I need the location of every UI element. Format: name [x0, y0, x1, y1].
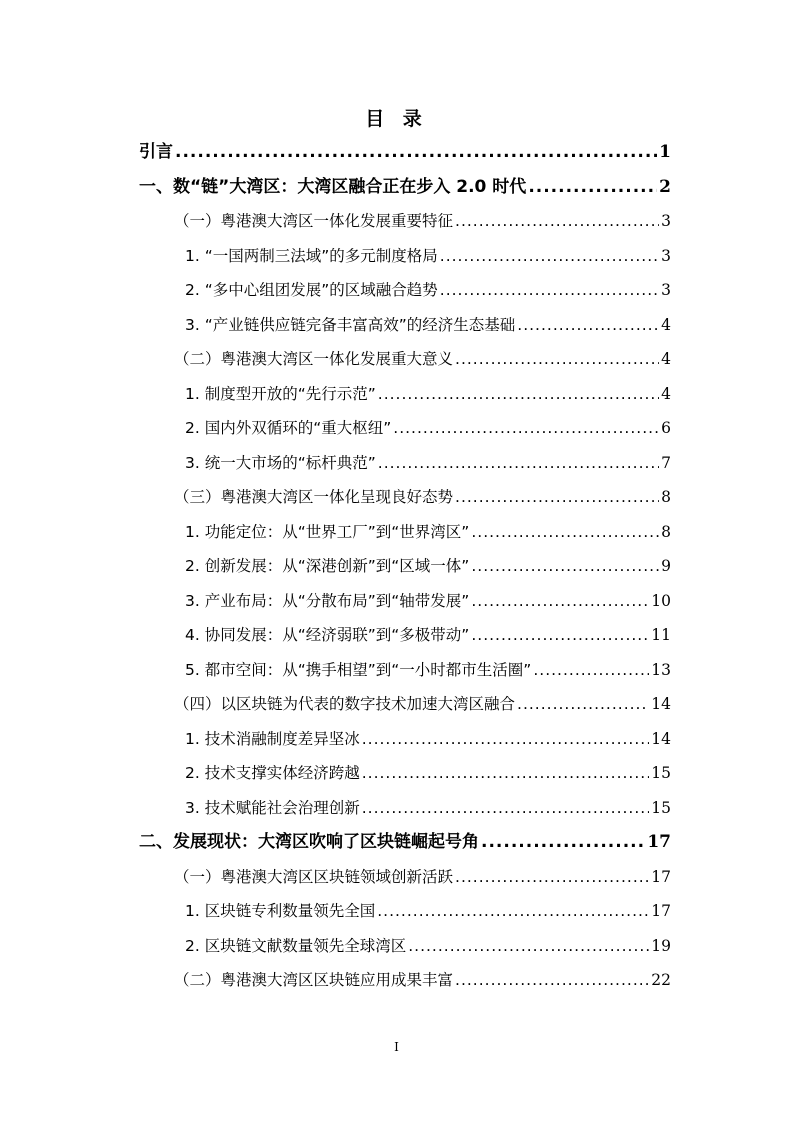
toc-entry-label: 2. 创新发展：从“深港创新”到“区域一体” — [185, 557, 470, 575]
toc-entry-page: 6 — [661, 419, 671, 437]
toc-entry-page: 9 — [661, 557, 671, 575]
toc-leader — [471, 586, 649, 616]
toc-entry-label: （二）粤港澳大湾区区块链应用成果丰富 — [174, 971, 454, 989]
toc-entry[interactable] — [185, 241, 671, 271]
toc-entry[interactable] — [185, 724, 671, 754]
toc-entry[interactable] — [185, 655, 671, 685]
toc-entry[interactable] — [185, 448, 671, 478]
toc-entry-page: 8 — [661, 522, 671, 541]
toc-leader — [471, 620, 649, 650]
toc-entry-label: （一）粤港澳大湾区区块链领域创新活跃 — [174, 867, 454, 886]
toc-leader — [455, 482, 659, 512]
toc-entry-page: 15 — [651, 764, 671, 782]
toc-entry-label: 2. “多中心组团发展”的区域融合趋势 — [185, 281, 438, 299]
toc-entry[interactable] — [174, 965, 671, 995]
toc-entry-page: 2 — [659, 176, 671, 197]
toc-leader — [440, 241, 659, 271]
toc-entry[interactable] — [185, 586, 671, 616]
toc-entry-label: 2. 区块链文献数量领先全球湾区 — [185, 936, 407, 955]
toc-entry-label: 3. 统一大市场的“标杆典范” — [185, 453, 376, 472]
toc-entry-page: 8 — [661, 488, 671, 506]
toc-entry-label: 1. 技术消融制度差异坚冰 — [185, 729, 360, 748]
toc-entry[interactable] — [174, 689, 671, 719]
toc-leader — [481, 827, 645, 857]
toc-entry[interactable] — [174, 862, 671, 892]
toc-entry-label: 4. 协同发展：从“经济弱联”到“多极带动” — [185, 626, 470, 644]
toc-entry-page: 11 — [651, 626, 671, 644]
toc-entry[interactable] — [185, 310, 671, 340]
toc-leader — [455, 206, 659, 236]
toc-entry-page: 3 — [661, 212, 671, 230]
toc-entry-label: 二、发展现状：大湾区吹响了区块链崛起号角 — [139, 832, 479, 852]
toc-entry[interactable] — [185, 379, 671, 409]
toc-leader — [378, 448, 659, 478]
toc-entry-page: 17 — [647, 832, 671, 852]
toc-entry[interactable] — [185, 620, 671, 650]
toc-leader — [408, 931, 649, 961]
toc-entry[interactable] — [185, 758, 671, 788]
toc-leader — [455, 862, 649, 892]
toc-entry-page: 14 — [651, 729, 671, 748]
toc-entry-label: （四）以区块链为代表的数字技术加速大湾区融合 — [174, 695, 516, 713]
toc-entry[interactable] — [174, 206, 671, 236]
toc-entry[interactable] — [185, 793, 671, 823]
toc-entry-label: 3. “产业链供应链完备丰富高效”的经济生态基础 — [185, 315, 516, 334]
toc-leader — [471, 517, 659, 547]
toc-leader — [517, 689, 649, 719]
toc-entry-page: 1 — [659, 142, 671, 162]
toc-leader — [393, 413, 659, 443]
toc-entry-page: 17 — [651, 867, 671, 886]
toc-entry-label: 2. 技术支撑实体经济跨越 — [185, 764, 360, 782]
toc-entry-page: 4 — [661, 315, 671, 334]
toc-entry-label: 5. 都市空间：从“携手相望”到“一小时都市生活圈” — [185, 660, 532, 679]
toc-leader — [362, 724, 650, 754]
toc-leader — [517, 310, 659, 340]
toc-entry[interactable] — [139, 137, 671, 167]
toc-leader — [175, 137, 657, 167]
toc-entry[interactable] — [185, 275, 671, 305]
toc-entry-page: 22 — [651, 971, 671, 989]
toc-entry-page: 7 — [661, 453, 671, 472]
toc-leader — [533, 655, 649, 685]
toc-entry[interactable] — [185, 517, 671, 547]
toc-leader — [362, 758, 650, 788]
toc-entry-label: 引言 — [139, 142, 173, 162]
toc-title: 目 录 — [365, 108, 428, 130]
toc-leader — [455, 965, 649, 995]
toc-leader — [455, 344, 659, 374]
toc-entry-page: 10 — [651, 591, 671, 610]
toc-entry-label: 1. 功能定位：从“世界工厂”到“世界湾区” — [185, 522, 470, 541]
footer-page-number: I — [394, 1040, 399, 1054]
toc-entry[interactable] — [139, 827, 671, 857]
toc-leader — [440, 275, 659, 305]
toc-entry[interactable] — [185, 551, 671, 581]
toc-entry[interactable] — [185, 931, 671, 961]
toc-entry-label: 3. 产业布局：从“分散布局”到“轴带发展” — [185, 591, 470, 610]
toc-entry-page: 13 — [651, 660, 671, 679]
toc-entry[interactable] — [139, 172, 671, 202]
toc-entry-page: 17 — [651, 902, 671, 920]
toc-entry-page: 19 — [651, 936, 671, 955]
toc-entry-page: 14 — [651, 695, 671, 713]
toc-leader — [377, 896, 649, 926]
toc-entry-label: （三）粤港澳大湾区一体化呈现良好态势 — [174, 488, 454, 506]
toc-entry[interactable] — [174, 482, 671, 512]
toc-entry-page: 4 — [661, 350, 671, 368]
toc-leader — [378, 379, 659, 409]
toc-entry-label: （二）粤港澳大湾区一体化发展重大意义 — [174, 350, 454, 368]
toc-entry-label: 1. 区块链专利数量领先全国 — [185, 902, 376, 920]
toc-entry[interactable] — [174, 344, 671, 374]
toc-entry-page: 15 — [651, 798, 671, 817]
toc-entry-page: 3 — [661, 246, 671, 265]
toc-entry-page: 3 — [661, 281, 671, 299]
toc-entry-label: （一）粤港澳大湾区一体化发展重要特征 — [174, 212, 454, 230]
toc-leader — [471, 551, 659, 581]
toc-entry-page: 4 — [661, 384, 671, 403]
toc-entry-label: 2. 国内外双循环的“重大枢纽” — [185, 419, 392, 437]
toc-entry[interactable] — [185, 896, 671, 926]
toc-entry-label: 1. “一国两制三法域”的多元制度格局 — [185, 246, 438, 265]
toc-entry-label: 3. 技术赋能社会治理创新 — [185, 798, 360, 817]
toc-leader — [528, 172, 657, 202]
toc-entry-label: 一、数“链”大湾区：大湾区融合正在步入 2.0 时代 — [139, 176, 527, 197]
toc-entry-label: 1. 制度型开放的“先行示范” — [185, 384, 376, 403]
toc-leader — [362, 793, 650, 823]
toc-entry[interactable] — [185, 413, 671, 443]
